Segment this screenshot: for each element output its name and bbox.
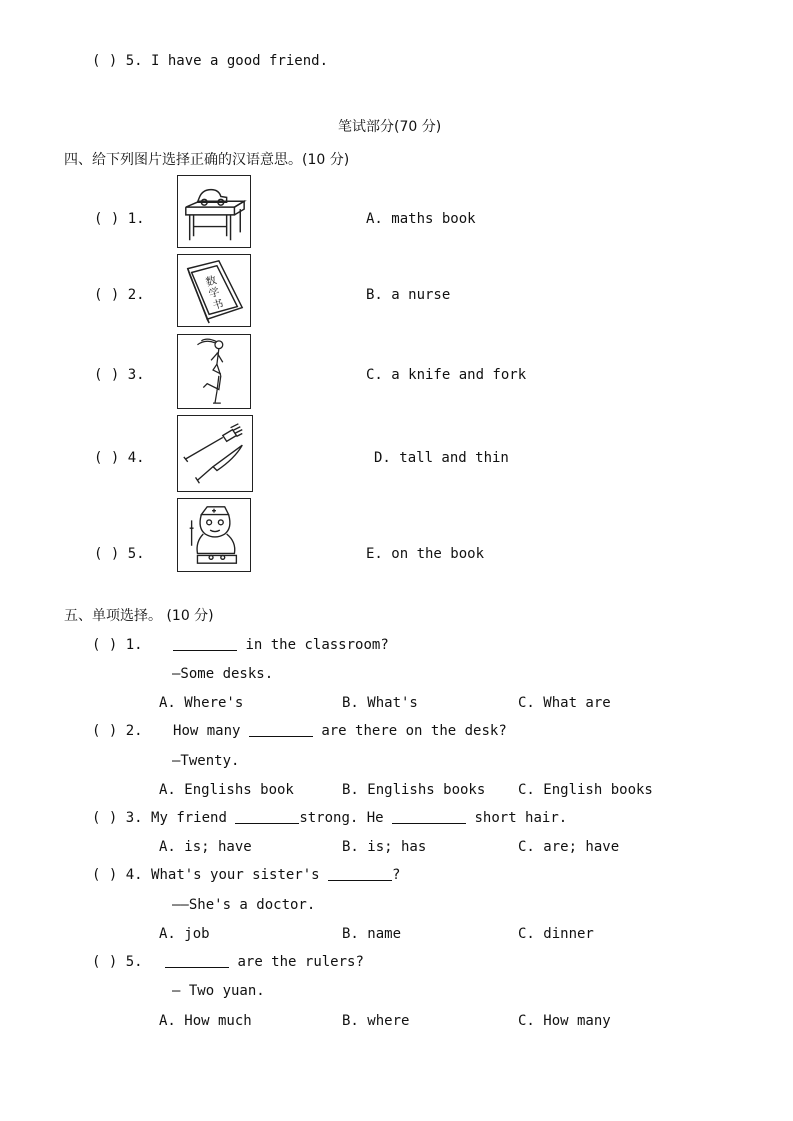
question-text: 5. I have a good friend. — [125, 53, 329, 69]
knife-fork-icon — [177, 415, 253, 492]
item-number: 1. — [125, 637, 143, 653]
answer-bracket: ( ) — [92, 810, 118, 826]
answer-bracket: ( ) — [92, 723, 118, 739]
nurse-icon — [177, 498, 251, 572]
s5-answer-4: ——She's a doctor. — [172, 897, 316, 913]
maths-book-icon — [177, 254, 251, 327]
question-text: are there on the desk? — [312, 723, 507, 739]
s5-q1-choice-c: C. What are — [518, 695, 611, 711]
written-part-header: 笔试部分(70 分) — [338, 119, 442, 135]
answer-bracket: ( ) — [92, 954, 118, 970]
answer-bracket: ( ) — [92, 867, 118, 883]
tall-thin-person-icon — [177, 334, 251, 409]
fill-blank[interactable] — [235, 809, 299, 824]
question-text: are the rulers? — [229, 954, 364, 970]
item-number: 3. — [125, 810, 143, 826]
s4-option-c: C. a knife and fork — [366, 367, 527, 383]
fill-blank[interactable] — [165, 953, 229, 968]
s5-answer-5: — Two yuan. — [172, 983, 265, 999]
fill-blank[interactable] — [328, 866, 392, 881]
item-number: 2. — [127, 287, 145, 303]
fill-blank[interactable] — [392, 809, 466, 824]
item-number: 1. — [127, 211, 145, 227]
s5-answer-2: —Twenty. — [172, 753, 240, 769]
s5-q5-choice-c: C. How many — [518, 1013, 611, 1029]
s5-answer-1: —Some desks. — [172, 666, 274, 682]
s5-question-3 — [92, 809, 567, 827]
answer-bracket: ( ) — [94, 450, 120, 466]
s5-question-5 — [92, 953, 364, 971]
svg-text:书: 书 — [210, 296, 226, 313]
s5-q3-choice-c: C. are; have — [518, 839, 620, 855]
s5-q5-choice-b: B. where — [342, 1013, 410, 1029]
question-text: What's your sister's — [151, 867, 329, 883]
s4-item-5 — [94, 545, 145, 563]
car-on-table-icon — [177, 175, 251, 248]
item-number: 5. — [125, 954, 143, 970]
s5-q2-choice-a: A. Englishs book — [159, 782, 294, 798]
s5-q2-choice-c: C. English books — [518, 782, 653, 798]
answer-bracket: ( ) — [92, 53, 118, 69]
s4-option-d: D. tall and thin — [374, 450, 509, 466]
fill-blank[interactable] — [173, 636, 237, 651]
s4-option-b: B. a nurse — [366, 287, 451, 303]
answer-bracket: ( ) — [94, 211, 120, 227]
answer-bracket: ( ) — [94, 287, 120, 303]
item-number: 5. — [127, 546, 145, 562]
s5-q1-choice-b: B. What's — [342, 695, 418, 711]
svg-text:学: 学 — [207, 284, 222, 301]
s4-item-4 — [94, 449, 145, 467]
svg-text:数: 数 — [204, 273, 219, 289]
question-text: ? — [392, 867, 401, 883]
s4-item-3 — [94, 366, 145, 384]
question-text: How many — [173, 723, 249, 739]
question-text: in the classroom? — [237, 637, 389, 653]
item-number: 4. — [125, 867, 143, 883]
s5-question-2 — [92, 722, 507, 740]
listening-item-5 — [92, 52, 328, 70]
s5-q4-choice-a: A. job — [159, 926, 210, 942]
s5-question-1 — [92, 636, 389, 654]
section-4-title: 四、给下列图片选择正确的汉语意思。(10 分) — [64, 152, 350, 168]
s5-question-4 — [92, 866, 400, 884]
s4-option-e: E. on the book — [366, 546, 485, 562]
s4-item-2 — [94, 286, 145, 304]
question-text: short hair. — [466, 810, 568, 826]
answer-bracket: ( ) — [94, 367, 120, 383]
section-5-title: 五、单项选择。 (10 分) — [64, 608, 214, 624]
s5-q2-choice-b: B. Englishs books — [342, 782, 486, 798]
s5-q3-choice-b: B. is; has — [342, 839, 427, 855]
s5-q3-choice-a: A. is; have — [159, 839, 252, 855]
s5-q4-choice-b: B. name — [342, 926, 402, 942]
answer-bracket: ( ) — [92, 637, 118, 653]
s4-item-1 — [94, 210, 145, 228]
s4-option-a: A. maths book — [366, 211, 476, 227]
s5-q4-choice-c: C. dinner — [518, 926, 594, 942]
s5-q1-choice-a: A. Where's — [159, 695, 244, 711]
item-number: 2. — [125, 723, 143, 739]
item-number: 3. — [127, 367, 145, 383]
s5-q5-choice-a: A. How much — [159, 1013, 252, 1029]
answer-bracket: ( ) — [94, 546, 120, 562]
fill-blank[interactable] — [249, 722, 313, 737]
question-text: My friend — [151, 810, 236, 826]
item-number: 4. — [127, 450, 145, 466]
question-text: strong. He — [299, 810, 393, 826]
